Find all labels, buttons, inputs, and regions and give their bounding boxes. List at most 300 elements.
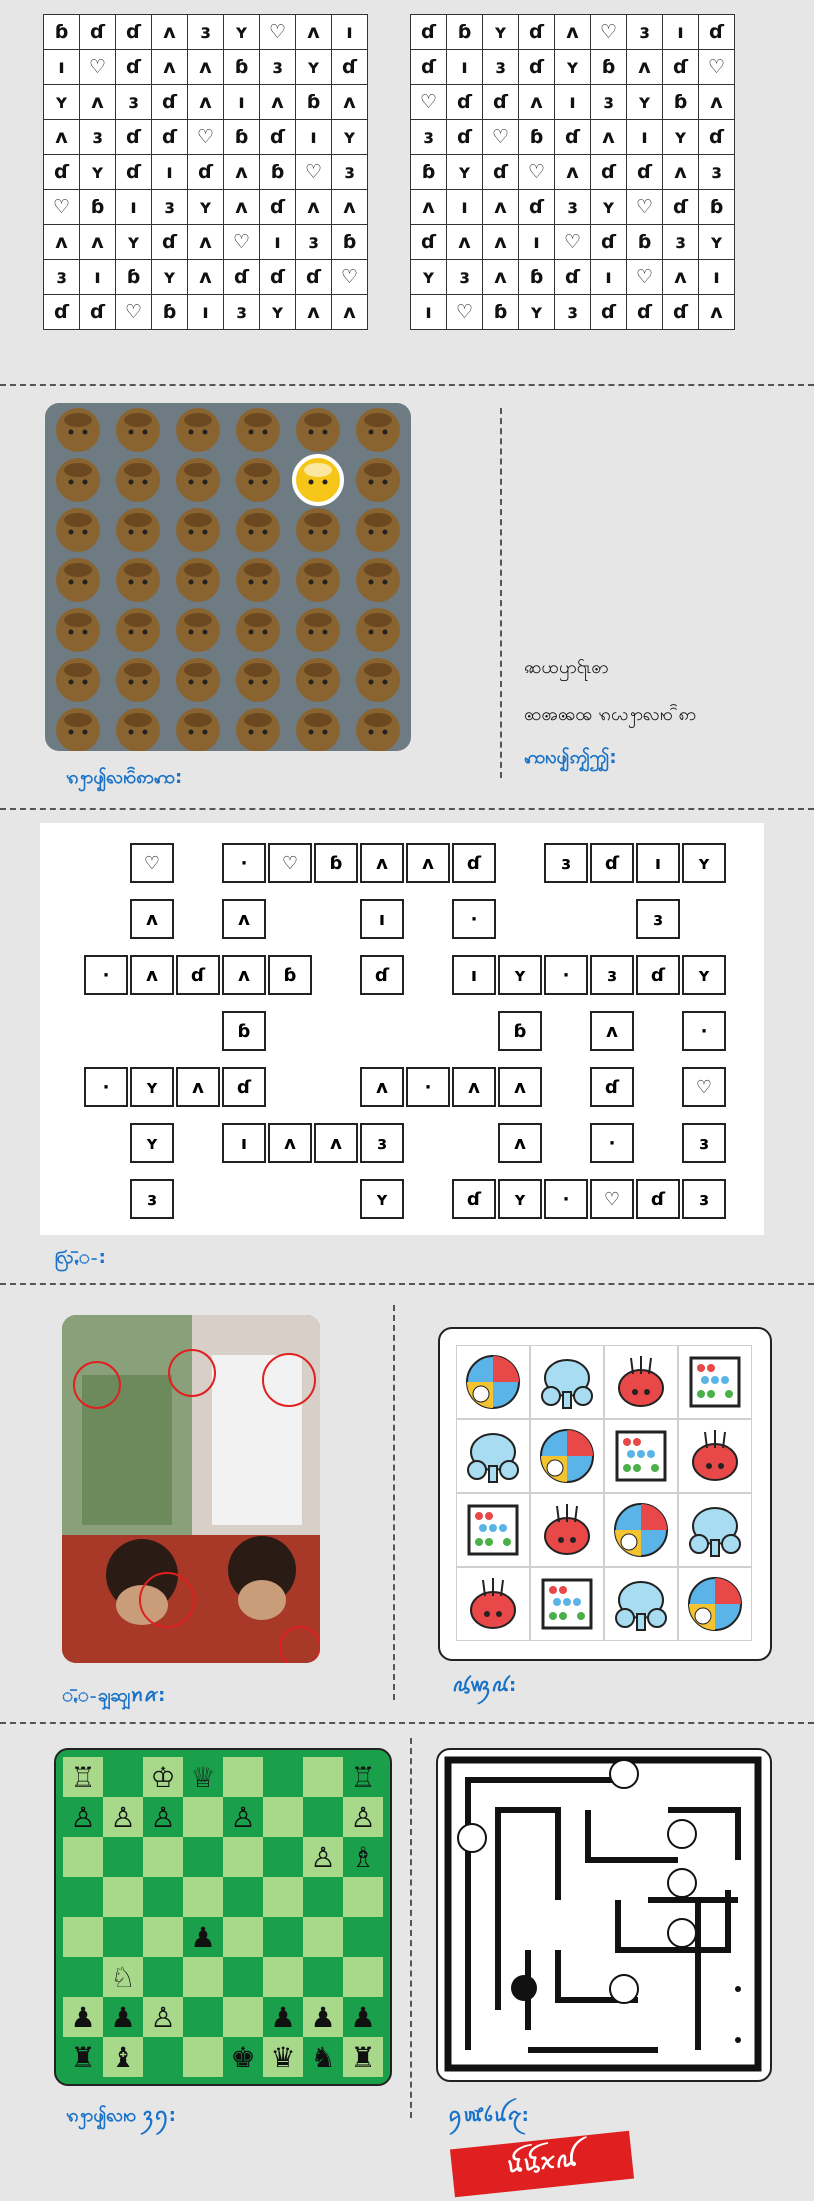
crossword-cell[interactable]: ɜ xyxy=(544,843,588,883)
bug-icon[interactable] xyxy=(678,1419,752,1493)
face[interactable] xyxy=(176,658,220,702)
face[interactable] xyxy=(296,408,340,452)
grid-cell: ı xyxy=(699,260,735,295)
face[interactable] xyxy=(116,558,160,602)
abacus-icon[interactable] xyxy=(456,1493,530,1567)
toy-grid-puzzle[interactable] xyxy=(438,1327,772,1661)
crossword-cell[interactable]: ʌ xyxy=(176,1067,220,1107)
divider xyxy=(393,1305,395,1700)
face[interactable] xyxy=(176,608,220,652)
face[interactable] xyxy=(236,508,280,552)
grid-cell: ʌ xyxy=(332,190,368,225)
chess-square[interactable] xyxy=(103,1877,143,1917)
chess-square[interactable] xyxy=(263,1757,303,1797)
chess-piece[interactable]: ♟ xyxy=(110,2000,136,2034)
chess-square[interactable] xyxy=(263,1797,303,1837)
crossword-cell[interactable]: ʌ xyxy=(498,1123,542,1163)
grid-cell: ɗ xyxy=(663,190,699,225)
grid-cell: ♡ xyxy=(224,225,260,260)
answers-button-label: ꪌꪍꪎꪏ xyxy=(505,2146,579,2179)
face[interactable] xyxy=(116,408,160,452)
chess-square[interactable] xyxy=(143,1837,183,1877)
grid-cell: ɜ xyxy=(152,190,188,225)
chess-piece[interactable]: ♗ xyxy=(350,1840,376,1874)
divider xyxy=(0,384,814,386)
chess-piece[interactable]: ♙ xyxy=(110,1800,136,1834)
chess-square[interactable] xyxy=(223,1757,263,1797)
grid-cell: ɗ xyxy=(519,15,555,50)
grid-cell: ɗ xyxy=(260,260,296,295)
ball-icon[interactable] xyxy=(530,1419,604,1493)
crossword-cell[interactable]: · xyxy=(544,1179,588,1219)
chess-piece[interactable]: ♙ xyxy=(150,1800,176,1834)
grid-cell: ʏ xyxy=(519,295,555,330)
face[interactable] xyxy=(116,658,160,702)
elephant-icon[interactable] xyxy=(530,1345,604,1419)
chess-square[interactable] xyxy=(223,1957,263,1997)
face[interactable] xyxy=(176,558,220,602)
chess-piece[interactable]: ♙ xyxy=(150,2000,176,2034)
grid-cell: ɗ xyxy=(116,155,152,190)
grid-cell: ɜ xyxy=(332,155,368,190)
face[interactable] xyxy=(56,608,100,652)
chess-square[interactable] xyxy=(343,1877,383,1917)
grid-cell: ı xyxy=(591,260,627,295)
face[interactable] xyxy=(56,708,100,751)
crossword-cell[interactable]: ɗ xyxy=(452,1179,496,1219)
face[interactable] xyxy=(296,708,340,751)
crossword-cell[interactable]: ɓ xyxy=(498,1011,542,1051)
grid-cell: ɗ xyxy=(44,155,80,190)
grid-cell: ʏ xyxy=(224,15,260,50)
elephant-icon[interactable] xyxy=(456,1419,530,1493)
chess-piece[interactable]: ♛ xyxy=(270,2040,296,2074)
grid-cell: ʌ xyxy=(44,225,80,260)
chess-piece[interactable]: ♙ xyxy=(70,1800,96,1834)
chess-piece[interactable]: ♟ xyxy=(190,1920,216,1954)
grid-cell: ɓ xyxy=(80,190,116,225)
grid-cell: ɓ xyxy=(447,15,483,50)
crossword-cell[interactable]: ʌ xyxy=(360,843,404,883)
abacus-icon[interactable] xyxy=(604,1419,678,1493)
grid-cell: ♡ xyxy=(260,15,296,50)
grid-cell: ♡ xyxy=(296,155,332,190)
crossword-cell[interactable]: ı xyxy=(360,899,404,939)
face[interactable] xyxy=(176,508,220,552)
bug-icon[interactable] xyxy=(456,1567,530,1641)
grid-cell: ɗ xyxy=(699,15,735,50)
grid-cell: ı xyxy=(152,155,188,190)
face[interactable] xyxy=(116,708,160,751)
crossword-cell[interactable]: · xyxy=(452,899,496,939)
crossword-cell[interactable]: · xyxy=(84,955,128,995)
chess-piece[interactable]: ♝ xyxy=(110,2040,136,2074)
chess-piece[interactable]: ♖ xyxy=(350,1760,376,1794)
grid-cell: ʏ xyxy=(447,155,483,190)
grid-cell: ɓ xyxy=(591,50,627,85)
grid-cell: ʌ xyxy=(296,295,332,330)
grid-cell: ɗ xyxy=(80,295,116,330)
chess-square[interactable] xyxy=(183,1797,223,1837)
face[interactable] xyxy=(236,408,280,452)
elephant-icon[interactable] xyxy=(678,1493,752,1567)
crossword-cell[interactable]: ʌ xyxy=(130,955,174,995)
crossword-board xyxy=(40,823,764,1235)
grid-cell: ʏ xyxy=(188,190,224,225)
crossword-cell[interactable]: ɗ xyxy=(452,843,496,883)
grid-cell: ɗ xyxy=(152,120,188,155)
face[interactable] xyxy=(236,608,280,652)
crossword-cell[interactable]: ɜ xyxy=(360,1123,404,1163)
chess-square[interactable] xyxy=(103,1917,143,1957)
crossword-cell[interactable]: ʏ xyxy=(130,1067,174,1107)
grid-cell: ʏ xyxy=(555,50,591,85)
grid-cell: ʌ xyxy=(296,15,332,50)
crossword-cell[interactable]: · xyxy=(590,1123,634,1163)
face[interactable] xyxy=(296,508,340,552)
face[interactable] xyxy=(176,708,220,751)
chess-piece[interactable]: ♘ xyxy=(110,1960,136,1994)
crossword-cell[interactable]: ɗ xyxy=(222,1067,266,1107)
chess-square[interactable] xyxy=(303,1957,343,1997)
face[interactable] xyxy=(356,608,400,652)
grid-cell: ɗ xyxy=(627,155,663,190)
chess-square[interactable] xyxy=(303,1757,343,1797)
grid-cell: ɜ xyxy=(116,85,152,120)
crossword-cell[interactable]: ɗ xyxy=(360,955,404,995)
crossword-cell[interactable]: ɜ xyxy=(682,1123,726,1163)
crossword-cell[interactable]: · xyxy=(544,955,588,995)
riddle-line-1: ꩣꩤꩥ꩷ꩦ xyxy=(524,657,609,678)
grid-cell: ɓ xyxy=(627,225,663,260)
face[interactable] xyxy=(56,408,100,452)
bug-icon[interactable] xyxy=(530,1493,604,1567)
chess-square[interactable] xyxy=(63,1877,103,1917)
grid-cell: ɗ xyxy=(116,120,152,155)
face[interactable] xyxy=(296,558,340,602)
crossword-cell[interactable]: ʌ xyxy=(590,1011,634,1051)
chess-square[interactable] xyxy=(303,1797,343,1837)
crossword-cell[interactable]: ʏ xyxy=(360,1179,404,1219)
chess-piece[interactable]: ♞ xyxy=(310,2040,336,2074)
grid-cell: ʏ xyxy=(44,85,80,120)
crossword-cell[interactable]: ♡ xyxy=(268,843,312,883)
grid-cell: ʌ xyxy=(152,50,188,85)
face[interactable] xyxy=(236,558,280,602)
crossword-cell[interactable]: ɜ xyxy=(590,955,634,995)
grid-cell: ɓ xyxy=(483,295,519,330)
grid-cell: ɗ xyxy=(411,15,447,50)
crossword-cell[interactable]: ʏ xyxy=(130,1123,174,1163)
divider xyxy=(500,408,502,778)
ball-icon[interactable] xyxy=(456,1345,530,1419)
grid-cell: ʌ xyxy=(152,15,188,50)
chess-square[interactable] xyxy=(63,1837,103,1877)
chess-square[interactable] xyxy=(263,1837,303,1877)
face[interactable] xyxy=(236,708,280,751)
grid-cell: ʏ xyxy=(627,85,663,120)
chess-square[interactable] xyxy=(63,1957,103,1997)
crossword-cell[interactable]: ʌ xyxy=(222,955,266,995)
chess-board[interactable] xyxy=(54,1748,392,2086)
crossword-cell[interactable]: · xyxy=(406,1067,450,1107)
grid-cell: ɓ xyxy=(411,155,447,190)
grid-cell: ɗ xyxy=(447,120,483,155)
crossword-cell[interactable]: ʌ xyxy=(130,899,174,939)
grid-cell: ʌ xyxy=(627,50,663,85)
crossword-cell[interactable]: ʏ xyxy=(682,955,726,995)
grid-cell: ɓ xyxy=(152,295,188,330)
chess-square[interactable] xyxy=(343,1957,383,1997)
grid-cell: ɗ xyxy=(699,120,735,155)
chess-piece[interactable]: ♚ xyxy=(230,2040,256,2074)
chess-square[interactable] xyxy=(143,2037,183,2077)
grid-cell: ♡ xyxy=(116,295,152,330)
crossword-cell[interactable]: ɜ xyxy=(130,1179,174,1219)
grid-cell: ʌ xyxy=(224,190,260,225)
grid-cell: ɗ xyxy=(80,15,116,50)
face[interactable] xyxy=(236,658,280,702)
grid-cell: ɗ xyxy=(411,225,447,260)
chess-square[interactable] xyxy=(303,1917,343,1957)
chess-square[interactable] xyxy=(343,1917,383,1957)
grid-cell: ı xyxy=(447,190,483,225)
chess-square[interactable] xyxy=(183,1997,223,2037)
chess-square[interactable] xyxy=(223,1837,263,1877)
grid-cell: ʌ xyxy=(188,50,224,85)
face[interactable] xyxy=(116,458,160,502)
maze-puzzle[interactable] xyxy=(436,1748,772,2082)
chess-piece[interactable]: ♔ xyxy=(150,1760,176,1794)
spot-difference-label: ꩻꩼꩽꩾꩿꪀꪁ: xyxy=(62,1685,166,1706)
grid-cell: ʌ xyxy=(555,155,591,190)
chess-piece[interactable]: ♕ xyxy=(190,1760,216,1794)
chess-piece[interactable]: ♙ xyxy=(350,1800,376,1834)
grid-cell: ʌ xyxy=(296,190,332,225)
face[interactable] xyxy=(176,408,220,452)
grid-cell: ɗ xyxy=(188,155,224,190)
grid-cell: ♡ xyxy=(519,155,555,190)
chess-square[interactable] xyxy=(303,1877,343,1917)
chess-piece[interactable]: ♜ xyxy=(350,2040,376,2074)
crossword-cell[interactable]: ʌ xyxy=(268,1123,312,1163)
grid-cell: ɜ xyxy=(699,155,735,190)
crossword-cell[interactable]: ɗ xyxy=(176,955,220,995)
face[interactable] xyxy=(356,508,400,552)
face[interactable] xyxy=(296,658,340,702)
crossword-cell[interactable]: · xyxy=(682,1011,726,1051)
grid-cell: ɗ xyxy=(260,190,296,225)
grid-cell: ɜ xyxy=(224,295,260,330)
grid-cell: ♡ xyxy=(627,190,663,225)
chess-piece[interactable]: ♙ xyxy=(310,1840,336,1874)
face[interactable] xyxy=(356,558,400,602)
face[interactable] xyxy=(356,408,400,452)
crossword-cell[interactable]: ı xyxy=(636,843,680,883)
grid-cell: ɗ xyxy=(555,260,591,295)
face[interactable] xyxy=(236,458,280,502)
grid-cell: ɗ xyxy=(483,85,519,120)
chess-square[interactable] xyxy=(103,1837,143,1877)
toy-grid-label: ꪂꪃꪄ: xyxy=(452,1675,517,1696)
grid-cell: ɜ xyxy=(663,225,699,260)
crossword-cell[interactable]: ♡ xyxy=(682,1067,726,1107)
chess-square[interactable] xyxy=(263,1917,303,1957)
grid-cell: ʏ xyxy=(332,120,368,155)
chess-piece[interactable]: ♟ xyxy=(270,2000,296,2034)
odd-one-out-puzzle[interactable] xyxy=(45,403,411,751)
elephant-icon[interactable] xyxy=(604,1567,678,1641)
chess-square[interactable] xyxy=(263,1957,303,1997)
crossword-cell[interactable]: ı xyxy=(222,1123,266,1163)
riddle-answer-label: ꩲꩳꩴꩵꩶ: xyxy=(524,747,617,768)
odd-one-out-image xyxy=(45,403,411,751)
grid-cell: ♡ xyxy=(483,120,519,155)
crossword-cell[interactable]: ʏ xyxy=(682,843,726,883)
ball-icon[interactable] xyxy=(678,1567,752,1641)
chess-square[interactable] xyxy=(103,1757,143,1797)
grid-cell: ʌ xyxy=(519,85,555,120)
chess-piece[interactable]: ♟ xyxy=(70,2000,96,2034)
answers-button[interactable] xyxy=(450,2131,634,2198)
chess-piece[interactable]: ♟ xyxy=(350,2000,376,2034)
grid-cell: ɓ xyxy=(260,155,296,190)
grid-cell: ɗ xyxy=(663,50,699,85)
crossword-cell[interactable]: ɜ xyxy=(682,1179,726,1219)
face[interactable] xyxy=(56,508,100,552)
grid-cell: ʌ xyxy=(188,260,224,295)
chess-square[interactable] xyxy=(223,1877,263,1917)
bug-icon[interactable] xyxy=(604,1345,678,1419)
chess-square[interactable] xyxy=(143,1957,183,1997)
abacus-icon[interactable] xyxy=(678,1345,752,1419)
crossword-cell[interactable]: · xyxy=(84,1067,128,1107)
grid-cell: ı xyxy=(116,190,152,225)
grid-cell: ɓ xyxy=(332,225,368,260)
grid-cell: ɓ xyxy=(224,120,260,155)
grid-cell: ɗ xyxy=(296,260,332,295)
chess-square[interactable] xyxy=(183,2037,223,2077)
grid-cell: ɜ xyxy=(260,50,296,85)
chess-square[interactable] xyxy=(183,1877,223,1917)
grid-cell: ɜ xyxy=(591,85,627,120)
grid-cell: ♡ xyxy=(80,50,116,85)
face[interactable] xyxy=(356,458,400,502)
face[interactable] xyxy=(356,658,400,702)
crossword-cell[interactable]: ɗ xyxy=(590,843,634,883)
crossword-cell[interactable]: ♡ xyxy=(130,843,174,883)
crossword-cell[interactable]: ɓ xyxy=(222,1011,266,1051)
crossword-cell[interactable]: ʌ xyxy=(406,843,450,883)
crossword-cell[interactable]: ʌ xyxy=(314,1123,358,1163)
symbol-grid-right xyxy=(410,14,735,330)
grid-cell: ı xyxy=(411,295,447,330)
chess-square[interactable] xyxy=(263,1877,303,1917)
spot-difference-photo[interactable] xyxy=(62,1315,320,1663)
grid-cell: ɜ xyxy=(627,15,663,50)
chess-piece[interactable]: ♖ xyxy=(70,1760,96,1794)
chess-square[interactable] xyxy=(63,1917,103,1957)
grid-cell: ɗ xyxy=(663,295,699,330)
grid-cell: ♡ xyxy=(555,225,591,260)
crossword-cell[interactable]: ɜ xyxy=(636,899,680,939)
face[interactable] xyxy=(356,708,400,751)
grid-cell: ı xyxy=(44,50,80,85)
chess-square[interactable] xyxy=(223,1997,263,2037)
odd-face[interactable] xyxy=(294,456,342,504)
crossword-cell[interactable]: ɗ xyxy=(636,955,680,995)
grid-cell: ♡ xyxy=(699,50,735,85)
chess-square[interactable] xyxy=(223,1917,263,1957)
spot-difference-image xyxy=(62,1315,320,1663)
face[interactable] xyxy=(56,658,100,702)
grid-cell: ♡ xyxy=(447,295,483,330)
crossword-cell[interactable]: ʌ xyxy=(222,899,266,939)
face[interactable] xyxy=(116,508,160,552)
grid-cell: ♡ xyxy=(627,260,663,295)
crossword-cell[interactable]: ʏ xyxy=(498,955,542,995)
ball-icon[interactable] xyxy=(604,1493,678,1567)
abacus-icon[interactable] xyxy=(530,1567,604,1641)
grid-cell: ɓ xyxy=(116,260,152,295)
face[interactable] xyxy=(56,558,100,602)
crossword-cell[interactable]: ɗ xyxy=(590,1067,634,1107)
crossword-cell[interactable]: ɓ xyxy=(314,843,358,883)
chess-piece[interactable]: ♙ xyxy=(230,1800,256,1834)
face[interactable] xyxy=(116,608,160,652)
grid-cell: ɓ xyxy=(224,50,260,85)
crossword-cell[interactable]: ɓ xyxy=(268,955,312,995)
grid-cell: ʌ xyxy=(332,85,368,120)
grid-cell: ʏ xyxy=(260,295,296,330)
chess-piece[interactable]: ♟ xyxy=(310,2000,336,2034)
grid-cell: ɜ xyxy=(44,260,80,295)
divider xyxy=(410,1738,412,2118)
grid-cell: ɜ xyxy=(188,15,224,50)
chess-square[interactable] xyxy=(143,1877,183,1917)
grid-cell: ɗ xyxy=(483,155,519,190)
crossword-cell[interactable]: ʌ xyxy=(452,1067,496,1107)
chess-square[interactable] xyxy=(183,1957,223,1997)
chess-square[interactable] xyxy=(143,1917,183,1957)
chess-square[interactable] xyxy=(183,1837,223,1877)
chess-piece[interactable]: ♜ xyxy=(70,2040,96,2074)
grid-cell: ʏ xyxy=(699,225,735,260)
grid-cell: ʌ xyxy=(260,85,296,120)
crossword-cell[interactable]: ɗ xyxy=(636,1179,680,1219)
crossword-cell[interactable]: ʌ xyxy=(360,1067,404,1107)
grid-cell: ʏ xyxy=(152,260,188,295)
face[interactable] xyxy=(56,458,100,502)
grid-cell: ı xyxy=(188,295,224,330)
face[interactable] xyxy=(296,608,340,652)
divider xyxy=(0,808,814,810)
grid-cell: ♡ xyxy=(44,190,80,225)
crossword-cell[interactable]: · xyxy=(222,843,266,883)
grid-cell: ʌ xyxy=(224,155,260,190)
grid-cell: ʌ xyxy=(188,225,224,260)
crossword-cell[interactable]: ♡ xyxy=(590,1179,634,1219)
grid-cell: ɗ xyxy=(44,295,80,330)
crossword-cell[interactable]: ʌ xyxy=(498,1067,542,1107)
grid-cell: ı xyxy=(260,225,296,260)
face[interactable] xyxy=(176,458,220,502)
grid-cell: ɗ xyxy=(519,190,555,225)
grid-cell: ʌ xyxy=(699,295,735,330)
grid-cell: ɗ xyxy=(116,15,152,50)
crossword-cell[interactable]: ʏ xyxy=(498,1179,542,1219)
crossword-cell[interactable]: ı xyxy=(452,955,496,995)
